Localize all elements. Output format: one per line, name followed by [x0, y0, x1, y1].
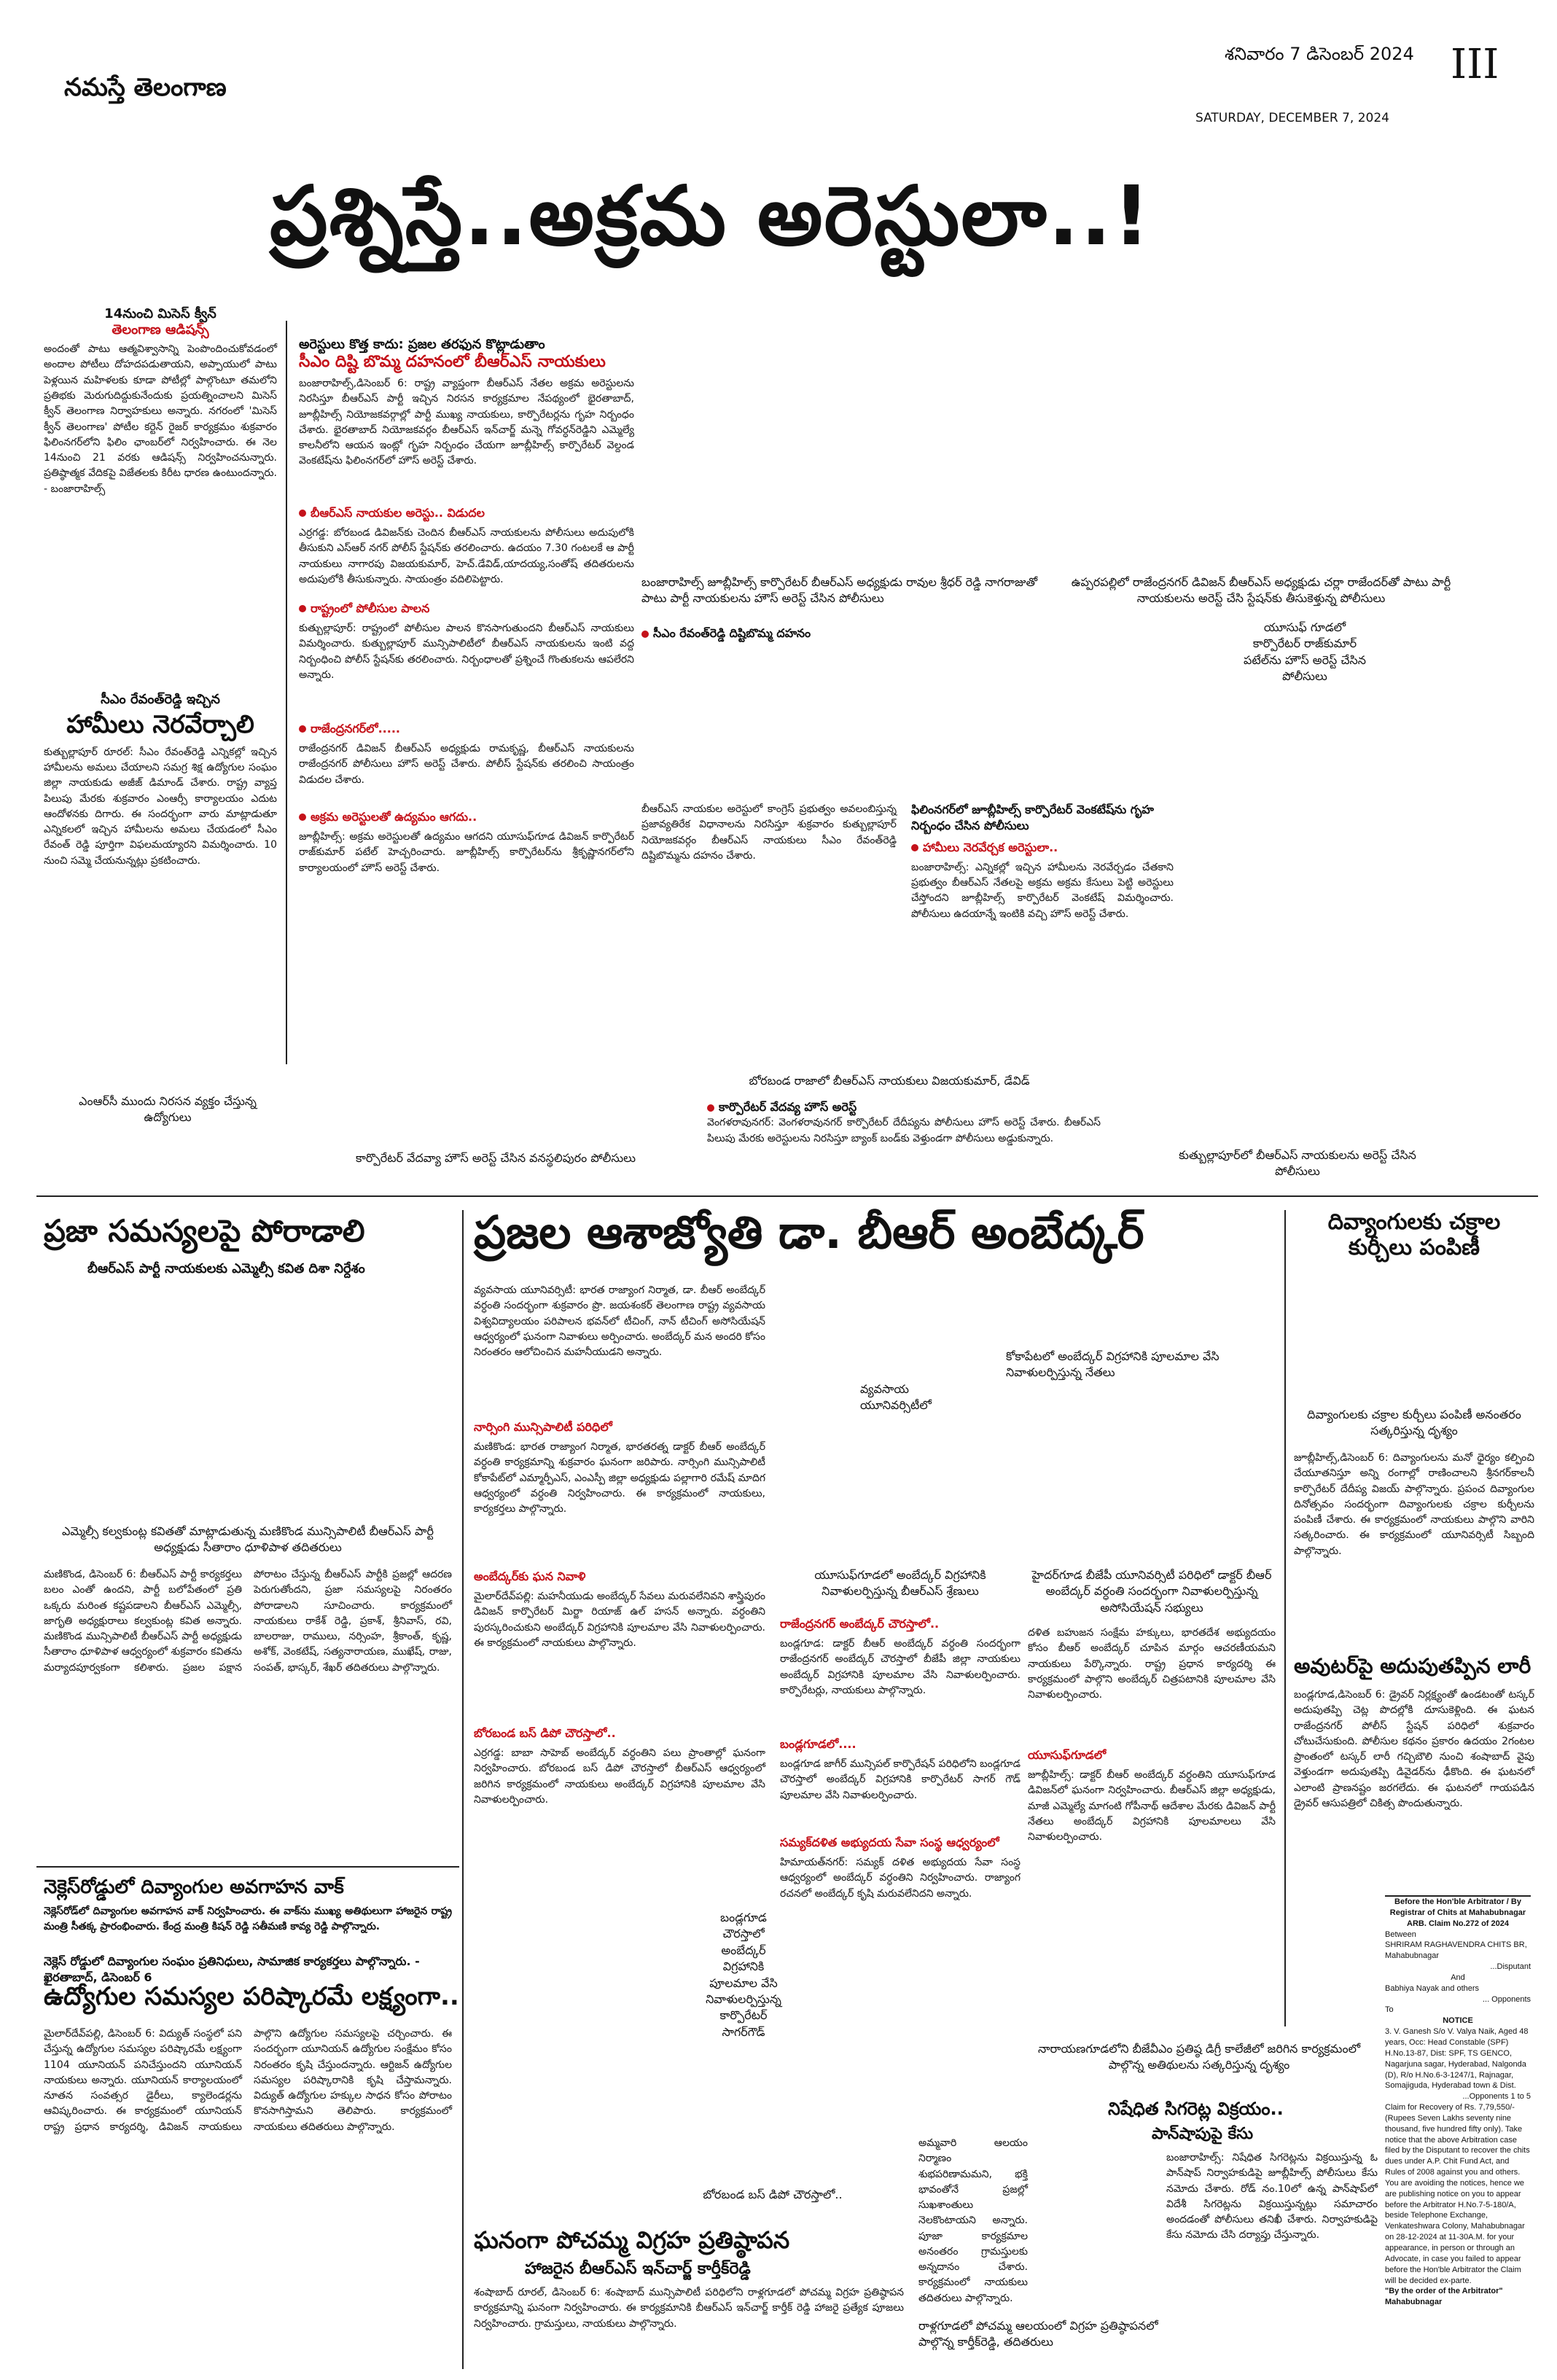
masthead-paper-name: నమస్తే తెలంగాణ	[64, 73, 227, 102]
ambedkar-col2-bullet-2: బండ్లగూడలో....	[780, 1737, 856, 1751]
notice-sign: "By the order of the Arbitrator" Mahabubnagar	[1385, 2287, 1503, 2307]
wheelchairs-caption: దివ్యాంగులకు చక్రాల కుర్చీలు పంపిణీ అనంతరం సత్కరిస్తున్న దృశ్యం	[1307, 1408, 1521, 1438]
ambedkar-col2-body-3: హిమాయత్‌నగర్: సమ్యక్ దళిత అభ్యుదయ సేవా సంస్థ ఆధ్వర్యంలో అంబేద్కర్ వర్ధంతిని నిర్వహించారు. రాజ్యాంగ రచనలో అంబేద్కర్ కృషి మరువలేనిదని అన్నారు.	[780, 1857, 1021, 1900]
caption-2: ఉప్పరపల్లిలో రాజేంద్రనగర్ డివిజన్ బీఆర్ఎస్ అధ్యక్షుడు చర్లా రాజేందర్‌తో పాటు పార్టీ నాయకులను అరెస్ట్ చేసి స్టేషన్‌కు తీసుకెళ్తున్న పోలీసులు	[1071, 575, 1451, 606]
notice-party1: SHRIRAM RAGHAVENDRA CHITS BR, Mahabubnagar	[1385, 1940, 1527, 1961]
lorry-body: బండ్లగూడ,డిసెంబర్ 6: డ్రైవర్ నిర్లక్ష్యంతో ఉండటంతో టస్కర్ అదుపుతప్పి చెట్ల పొదల్లోకి దూసుకెళ్లింది. ఈ ఘటన రాజేంద్రనగర్ పోలీస్ స్టేషన్ పరిధిలో శుక్రవారం చోటుచేసుకుంది. పోలీసుల కథనం ప్రకారం ఉదయం 2గంటల ప్రాంతంలో టస్కర్ లారీ గచ్చిబౌలి నుంచి శంషాబాద్ వైపు వెళ్తుండగా అదుపుతప్పి డివైడర్‌ను ఢీకొంది. ఈ ఘటనలో ఎలాంటి ప్రాణనష్టం జరగలేదు. ఈ ఘటనలో గాయపడిన డ్రైవర్ ఆసుపత్రిలో చికిత్స పొందుతున్నారు.	[1294, 1689, 1534, 1809]
ambedkar-col2-body-2: బండ్లగూడ జాగీర్ మున్సిపల్ కార్పొరేషన్ పరిధిలోని బండ్లగూడ చౌరస్తాలో అంబేద్కర్ విగ్రహానికి కార్పొరేటర్ సాగర్ గౌడ్ పూలమాల వేసి నివాళులర్పించారు.	[780, 1758, 1021, 1801]
pochamma-headline: ఘనంగా పోచమ్మ విగ్రహ ప్రతిష్ఠాపన	[474, 2226, 790, 2254]
ambedkar-bullet-3: బోరబండ బస్ డిపో చౌరస్తాలో..	[474, 1726, 616, 1740]
notice-claim: ARB. Claim No.272 of 2024	[1407, 1919, 1509, 1928]
walk-body: నెక్లెస్‌రోడ్‌లో దివ్యాంగుల అవగాహన వాక్ నిర్వహించారు. ఈ వాక్‌ను ముఖ్య అతిథులుగా హాజరైన రాష్ట్ర మంత్రి సీతక్క ప్రారంభించారు. కేంద్ర మంత్రి కిషన్ రెడ్డి సతీమణి కావ్య రెడ్డి పాల్గొన్నారు.	[44, 1905, 452, 1933]
page-number: III	[1451, 41, 1499, 88]
bullet-icon	[707, 1104, 714, 1112]
kavitha-caption: ఎమ్మెల్సీ కల్వకుంట్ల కవితతో మాట్లాడుతున్న మణికొండ మున్సిపాలిటీ బీఆర్ఎస్ పార్టీ అధ్యక్షుడు సీతారాం ధూళిపాళ తదితరులు	[61, 1524, 434, 1555]
ambedkar-bullet-2: అంబేద్కర్‌కు ఘన నివాళి	[474, 1569, 586, 1583]
main-kicker: అరెస్టులు కొత్త కాదు: ప్రజల తరఫున కొట్లాడుతాం	[299, 337, 545, 352]
caution-subhead: పాన్‌షాపుపై కేసు	[1152, 2125, 1254, 2143]
employee-headline: ఉద్యోగుల సమస్యల పరిష్కారమే లక్ష్యంగా..	[44, 1982, 459, 2011]
notice-opp-line: ...Opponents 1 to 5	[1462, 2092, 1531, 2102]
notice-body: 3. V. Ganesh S/o V. Valya Naik, Aged 48 years, Occ: Head Constable (SPF) H.No.13-87, Dist: SPF, TS GENCO, Nagarjuna sagar, Hyderabad, Nalgonda (D), R/o H.No.6-3-1247/1, Rajnagar, Somajiguda, Hyderabad town & Dist.	[1385, 2027, 1529, 2091]
caption-10-head: కార్పొరేటర్ వేదవ్య హౌస్ అరెస్ట్	[707, 1099, 1101, 1115]
section-divider	[36, 1866, 459, 1868]
caption-10-block	[707, 1099, 1101, 1187]
caption-6-block	[911, 802, 1174, 1021]
notice-party1-role: ...Disputant	[1490, 1962, 1531, 1972]
main-bullet-1: బీఆర్ఎస్ నాయకుల అరెస్టు.. విడుదల	[299, 506, 634, 523]
main-body-2: ఎర్రగడ్డ: బోరబండ డివిజన్‌కు చెందిన బీఆర్ఎస్ నాయకులను పోలీసులు అదుపులోకి తీసుకుని ఎస్ఆర్ నగర్ పోలీస్ స్టేషన్‌కు తరలించారు. ఉదయం 7.30 గంటలకే ఆ పార్టీ నాయకులు నాగారపు విజయకుమార్, హెచ్.డేవిడ్,యాదయ్య,సంతోష్ తదితరులను అదుపులోకి తీసుకున్నారు. సాయంత్రం వదిలిపెట్టారు.	[299, 526, 634, 585]
bullet-icon	[299, 510, 306, 517]
bullet-icon	[299, 605, 306, 612]
caption-4: యూసుఫ్ గూడలో కార్పొరేటర్ రాజ్‌కుమార్ పటేల్‌ను హౌస్ అరెస్ట్ చేసిన పోలీసులు	[1244, 620, 1366, 684]
ambedkar-body: వ్యవసాయ యూనివర్సిటీ: భారత రాజ్యాంగ నిర్మాత, డా. బీఆర్ అంబేద్కర్ వర్ధంతి సందర్భంగా శుక్రవారం ప్రొ. జయశంకర్ తెలంగాణ రాష్ట్ర వ్యవసాయ విశ్వవిద్యాలయం పరిపాలన భవన్‌లో టీచింగ్, నాన్ టీచింగ్ అసోసియేషన్ ఆధ్వర్యంలో ఘనంగా నివాళులు అర్పించారు. అంబేద్కర్ మన అందరి కోసం నిరంతరం ఆలోచించిన మహనీయుడని అన్నారు.	[474, 1284, 765, 1359]
main-subhead: సీఎం దిష్టి బొమ్మ దహనంలో బీఆర్ఎస్ నాయకులు	[299, 352, 606, 371]
pochamma-body: శంషాబాద్ రూరల్, డిసెంబర్ 6: శంషాబాద్ మున్సిపాలిటీ పరిధిలోని రాళ్లగూడలో పోచమ్మ విగ్రహ ప్రతిష్ఠాపన కార్యక్రమాన్ని ఘనంగా నిర్వహించారు. ఈ కార్యక్రమానికి బీఆర్ఎస్ ఇన్‌చార్జ్ కార్తీక్ రెడ్డి హాజరై ప్రత్యేక పూజలు నిర్వహించారు. గ్రామస్తులు, నాయకులు పాల్గొన్నారు.	[474, 2287, 904, 2330]
wheelchairs-photo	[1294, 1283, 1534, 1400]
ambedkar-body-2: మణికొండ: భారత రాజ్యాంగ నిర్మాత, భారతరత్న డాక్టర్ బీఆర్ అంబేద్కర్ వర్ధంతి కార్యక్రమాన్ని శుక్రవారం ఘనంగా జరిపారు. నార్సింగి మున్సిపాలిటీ కోకాపేట్‌లో ఎమ్మార్పీఎస్, ఎంఎస్పీ జిల్లా అధ్యక్షుడు పల్లాగారి రమేష్ మాదిగ ఆధ్వర్యంలో వర్ధంతి నిర్వహించారు. ఈ కార్యక్రమంలో నాయకులు, కార్యకర్తలు పాల్గొన్నారు.	[474, 1441, 765, 1515]
bullet-icon	[641, 631, 649, 638]
pochamma-photo	[1035, 2114, 1152, 2303]
kavitha-photo	[44, 1287, 452, 1520]
notice-to: To	[1385, 2005, 1394, 2015]
main-body-5: జూబ్లీహిల్స్: అక్రమ అరెస్టులతో ఉద్యమం ఆగదని యూసుఫ్‌గూడ డివిజన్ కార్పొరేటర్ రాజ్‌కుమార్ పటేల్ హెచ్చరించారు. జూబ్లీహిల్స్ కార్పొరేటర్‌ను శ్రీకృష్ణానగర్‌లోని కార్యాలయంలో హౌస్ అరెస్ట్ చేశారు.	[299, 830, 634, 874]
wheelchairs-headline: దివ్యాంగులకు చక్రాల కుర్చీలు పంపిణీ	[1327, 1209, 1501, 1260]
left-headline2-kicker: సీఎం రేవంత్‌రెడ్డి ఇచ్చిన	[101, 692, 220, 708]
notice-party2: Babhiya Nayak and others	[1385, 1983, 1480, 1993]
kavitha-body: మణికొండ, డిసెంబర్ 6: బీఆర్ఎస్ పార్టీ కార్యకర్తలు బలం ఎంతో ఉందని, పార్టీ బలోపేతంలో ప్రతి ఒక్కరు మరింత కష్టపడాలని బీఆర్ఎస్ ఎమ్మెల్సీ, జాగృతి అధ్యక్షురాలు కల్వకుంట్ల కవిత అన్నారు. మణికొండ మున్సిపాలిటీ బీఆర్ఎస్ పార్టీ అధ్యక్షుడు సీతారాం ధూళిపాళ ఆధ్వర్యంలో శుక్రవారం కవితను మర్యాదపూర్వకంగా కలిశారు. ప్రజల పక్షాన పోరాటం చేస్తున్న బీఆర్ఎస్ పార్టీకి ప్రజల్లో ఆదరణ పెరుగుతోందని, ప్రజా సమస్యలపై నిరంతరం పోరాడాలని సూచించారు. కార్యక్రమంలో నాయకులు రాకేశ్ రెడ్డి, ప్రకాశ్, శ్రీనివాస్, రవి, బాలరాజు, రాములు, నర్సింహ, శ్రీకాంత్, కృష్ణ, అశోక్, వెంకటేష్, సత్యనారాయణ, ముఖేష్, రాజు, సంపత్, భాస్కర్, శేఖర్ తదితరులు పాల్గొన్నారు.	[44, 1569, 452, 1674]
ambedkar-bullet-1: నార్సింగి మున్సిపాలిటీ పరిధిలో	[474, 1420, 612, 1434]
walk-headline: నెక్లెస్‌రోడ్డులో దివ్యాంగుల అవగాహన వాక్	[44, 1876, 344, 1898]
caption-9: కార్పొరేటర్ వేదవ్యా హౌస్ అరెస్ట్ చేసిన వనస్థలిపురం పోలీసులు	[355, 1151, 636, 1165]
left-kicker: 14నుంచి మిసెస్ క్వీన్	[104, 306, 216, 321]
caption-3: సీఎం రేవంత్‌రెడ్డి దిష్టిబొమ్మ దహనం	[641, 625, 1050, 646]
left-body2: కుత్బుల్లాపూర్ రూరల్: సీఎం రేవంత్‌రెడ్డి ఎన్నికల్లో ఇచ్చిన హామీలను అమలు చేయాలని సమగ్ర శిక్ష ఉద్యోగుల సంఘం జిల్లా నాయకుడు అజీజ్ డిమాండ్ చేశారు. రాష్ట్ర వ్యాప్త పిలుపు మేరకు శుక్రవారం ఎంఆర్సీ కార్యాలయం ఎదుట ఆందోళనకు దిగారు. ఈ సందర్భంగా వారు మాట్లాడుతూ ఎన్నికలలో ఇచ్చిన హామీలను అమలు చేయడంలో సీఎం రేవంత్ రెడ్డి పూర్తిగా విఫలమయ్యారని విమర్శించారు. 10 నుంచి సమ్మె చేయనున్నట్లు ప్రకటించారు.	[44, 746, 277, 867]
notice-and: And	[1451, 1973, 1465, 1982]
kavitha-subhead: బీఆర్ఎస్ పార్టీ నాయకులకు ఎమ్మెల్సీ కవిత దిశా నిర్దేశం	[87, 1261, 365, 1276]
caution-body: బంజారాహిల్స్: నిషేధిత సిగరెట్లను విక్రయిస్తున్న ఓ పాన్‌షాప్ నిర్వాహకుడిపై జూబ్లీహిల్స్ పోలీసులు కేసు నమోదు చేశారు. రోడ్ నం.10లో ఉన్న పాన్‌షాప్‌లో విదేశీ సిగరెట్లను విక్రయిస్తున్నట్లు సమాచారం అందడంతో పోలీసులు తనిఖీ చేశారు. నిర్వాహకుడిపై కేసు నమోదు చేసి దర్యాప్తు చేస్తున్నారు.	[1166, 2152, 1378, 2242]
date-telugu: శనివారం 7 డిసెంబర్ 2024	[1225, 44, 1414, 64]
bullet-icon	[911, 844, 918, 851]
kavitha-headline: ప్రజా సమస్యలపై పోరాడాలి	[44, 1213, 365, 1249]
ambedkar-col2-caption: యూసుఫ్‌గూడలో అంబేద్కర్ విగ్రహానికి నివాళులర్పిస్తున్న బీఆర్ఎస్ శ్రేణులు	[814, 1568, 986, 1599]
lorry-headline: అవుటర్‌పై అదుపుతప్పిన లారీ	[1294, 1654, 1531, 1678]
left-body: అందంతో పాటు ఆత్మవిశ్వాసాన్ని పెంపొందించుకోవడంలో అందాల పోటీలు దోహదపడుతాయని, అప్పాయులో పాటు పెళ్లయిన మహిళలకు కూడా పోటీల్లో పాల్గొంటూ తమలోని ప్రతిభకు మెరుగుదిద్దుకునేందుకు ప్రయత్నించాలని మిసెస్ క్వీన్ తెలంగాణ నిర్వాహకులు అన్నారు. నగరంలో 'మిసెస్ క్వీన్ తెలంగాణ' పోటీల కర్టెన్ రైజర్ కార్యక్రమం శుక్రవారం ఫిలింనగర్‌లోని ఫిలిం ఛాంబర్‌లో నిర్వహించారు. ఈ నెల 14నుంచి 21 వరకు ఆడిషన్స్ నిర్వహించనున్నారు. ప్రతిష్ఠాత్మక వేదికపై విజేతలకు కిరీట ధారణ ఉంటుందన్నారు. - బంజారాహిల్స్	[44, 343, 277, 495]
notice-header: Before the Hon'ble Arbitrator / By Registrar of Chits at Mahabubnagar	[1389, 1897, 1526, 1917]
ambedkar-body-4: ఎర్రగడ్డ: బాబా సాహెబ్ అంబేద్కర్ వర్ధంతిని పలు ప్రాంతాల్లో ఘనంగా నిర్వహించారు. బోరబండ బస్ డిపో చౌరస్తాలో బీఆర్ఎస్ ఆధ్వర్యంలో జరిగిన కార్యక్రమంలో నాయకులు అంబేద్కర్ విగ్రహానికి పూలమాల వేసి నివాళులర్పించారు.	[474, 1747, 765, 1806]
ambedkar-body-3: మైలార్‌దేవ్‌పల్లి: మహనీయుడు అంబేద్కర్ సేవలు మరువలేనివని శాస్త్రిపురం డివిజన్ కార్పొరేటర్ మిర్జా రియాజ్ ఉల్ హసన్ అన్నారు. వర్ధంతిని పురస్కరించుకుని అంబేద్కర్ విగ్రహానికి పూలమాల వేసి నివాళులర్పించారు. ఈ కార్యక్రమంలో నాయకులు పాల్గొన్నారు.	[474, 1591, 765, 1649]
pochamma-caption: బోరబండ బస్ డిపో చౌరస్తాలో..	[703, 2188, 843, 2201]
pochamma-side-caption: రాళ్లగూడలో పోచమ్మ ఆలయంలో విగ్రహ ప్రతిష్ఠాపనలో పాల్గొన్న కార్తీక్‌రెడ్డి, తదితరులు	[918, 2319, 1158, 2349]
left-column	[44, 306, 277, 1064]
divider	[462, 1210, 464, 2369]
caption-10: వెంగళరావునగర్: వెంగళరావునగర్ కార్పొరేటర్ దేదీప్యను పోలీసులు హౌస్ అరెస్ట్ చేశారు. బీఆర్ఎస్ పిలుపు మేరకు అరెస్టులను నిరసిస్తూ బ్యాంక్ బండ్‌కు వెళ్తుండగా పోలీసులు అడ్డుకున్నారు.	[707, 1117, 1101, 1144]
bullet-icon	[299, 814, 306, 821]
caption-6: ఫిలింనగర్‌లో జూబ్లీహిల్స్ కార్పొరేటర్ వెంకటేష్‌ను గృహ నిర్బంధం చేసిన పోలీసులు	[911, 803, 1154, 833]
photo-top	[641, 335, 1545, 569]
caption-8: ఎంఆర్‌సీ ముందు నిరసన వ్యక్తం చేస్తున్న ఉద్యోగులు	[79, 1094, 257, 1125]
main-body: బంజారాహిల్స్,డిసెంబర్ 6: రాష్ట్ర వ్యాప్తంగా బీఆర్ఎస్ నేతల అక్రమ అరెస్టులను నిరసిస్తూ బీఆర్ఎస్ పార్టీ ఇచ్చిన నిరసన కార్యక్రమాల నేపథ్యంలో భైరతాబాద్, జూబ్లీహిల్స్ నియోజకవర్గాల్లో పార్టీ ముఖ్య నాయకులు, కార్పొరేటర్లను గృహ నిర్బంధం చేశారు. భైరతాబాద్ నియోజకవర్గం బీఆర్ఎస్ ఇన్‌చార్జ్ మన్నె గోవర్ధన్‌రెడ్డిని ఎమ్మెల్యే కాలనీలోని ఆయన ఇంట్లో గృహ నిర్బంధం చేయగా జూబ్లీహిల్స్ కార్పొరేటర్ వెల్దండ వెంకటేష్‌ను ఫిలింనగర్‌లో హౌస్ అరెస్ట్ చేశారు.	[299, 377, 634, 467]
legal-notice	[1385, 1895, 1531, 2349]
divider	[1284, 1210, 1286, 2026]
main-story-column	[299, 337, 634, 1066]
main-bullet-4: అక్రమ అరెస్టులతో ఉద్యమం ఆగదు..	[299, 810, 634, 827]
caption-6-body: బంజారాహిల్స్: ఎన్నికల్లో ఇచ్చిన హామీలను నెరవేర్చడం చేతకాని ప్రభుత్వం బీఆర్ఎస్ నేతలపై అక్రమ అక్రమ కేసులు పెట్టి అరెస్టులు చేస్తోందని జూబ్లీహిల్స్ కార్పొరేటర్ వెంకటేష్ విమర్శించారు. పోలీసులు ఉదయాన్నే ఇంటికి వచ్చి హౌస్ అరెస్ట్ చేశారు.	[911, 861, 1174, 920]
ambedkar-col3-body-1: దళిత బహుజన సంక్షేమ హక్కులు, భారతదేశ అభ్యుదయం కోసం బీఆర్ అంబేద్కర్ చూపిన మార్గం ఆచరణీయమని నాయకులు పేర్కొన్నారు. రాష్ట్ర ప్రధాన కార్యదర్శి ఈ కార్యక్రమంలో పాల్గొని అంబేద్కర్ చిత్రపటానికి పూలమాల వేసి నివాళులర్పించారు.	[1028, 1627, 1276, 1701]
pochamma-subhead: హాజరైన బీఆర్ఎస్ ఇన్‌చార్జ్ కార్తీక్‌రెడ్డి	[525, 2260, 751, 2278]
caption-6-bullet: హామీలు నెరవేర్చక అరెస్టులా..	[911, 840, 1174, 857]
bullet-icon	[299, 725, 306, 733]
pochamma-side-text: అమ్మవారి ఆలయం నిర్మాణం శుభపరిణామమని, భక్తి భావంతోనే ప్రజల్లో సుఖశాంతులు నెలకొంటాయని అన్నారు. పూజా కార్యక్రమాల అనంతరం గ్రామస్తులకు అన్నదానం చేశారు. కార్యక్రమంలో నాయకులు తదితరులు పాల్గొన్నారు.	[918, 2137, 1028, 2304]
caption-7: బోరబండ రాజాలో బీఆర్ఎస్ నాయకులు విజయకుమార్, డేవిడ్	[749, 1074, 1030, 1088]
ambedkar-col3-caption: హైదర్‌గూడ బీజేపీ యూనివర్సిటీ పరిధిలో డాక్టర్ బీఆర్ అంబేద్కర్ వర్ధంతి సందర్భంగా నివాళులర్పిస్తున్న అసోసియేషన్ సభ్యులు	[1031, 1568, 1272, 1615]
ambedkar-headline: ప్రజల ఆశాజ్యోతి డా. బీఆర్ అంబేద్కర్	[474, 1206, 1144, 1259]
employee-body: మైలార్‌దేవ్‌పల్లి, డిసెంబర్ 6: విద్యుత్ సంస్థలో పని చేస్తున్న ఉద్యోగుల సమస్యల పరిష్కారమే లక్ష్యంగా 1104 యూనియన్ పనిచేస్తుందని యూనియన్ నాయకులు అన్నారు. యూనియన్ కార్యాలయంలో నూతన సంవత్సర డైరీలు, క్యాలెండర్లను ఆవిష్కరించారు. ఈ కార్యక్రమంలో యూనియన్ రాష్ట్ర ప్రధాన కార్యదర్శి, డివిజన్ నాయకులు పాల్గొని ఉద్యోగుల సమస్యలపై చర్చించారు. ఈ సందర్భంగా యూనియన్ ఉద్యోగుల సంక్షేమం కోసం నిరంతరం కృషి చేస్తుందన్నారు. ఆర్టిజన్ ఉద్యోగుల సమస్యల పరిష్కారానికి కృషి చేస్తామన్నారు. విద్యుత్ ఉద్యోగుల హక్కుల సాధన కోసం పోరాటం కొనసాగిస్తామని తెలిపారు. కార్యక్రమంలో నాయకులు తదితరులు పాల్గొన్నారు.	[44, 2028, 452, 2133]
ambedkar-col-2	[780, 1567, 1021, 2034]
notice-party2-role: ... Opponents	[1482, 1994, 1531, 2004]
left-subkicker: తెలంగాణ ఆడిషన్స్	[112, 321, 209, 338]
ambedkar-col-3	[1028, 1567, 1276, 2034]
ambedkar-photo-top	[780, 1283, 1276, 1560]
wheelchairs-body: జూబ్లీహిల్స్,డిసెంబర్ 6: దివ్యాంగులను మనో ధైర్యం కల్పించి చేయూతనిస్తూ అన్ని రంగాల్లో రాణించాలని శ్రీనగర్‌కాలనీ కార్పొరేటర్ దేదీప్య విజయ్ పాల్గొన్నారు. ప్రపంచ దివ్యాంగుల దినోత్సవం సందర్భంగా దివ్యాంగులకు చక్రాల కుర్చీలను పంపిణీ చేశారు. ఈ కార్యక్రమంలో నాయకులు పాల్గొని వారిని సత్కరించారు. ఈ కార్యక్రమంలో యూనివర్సిటీ సిబ్బంది పాల్గొన్నారు.	[1294, 1452, 1534, 1557]
ambedkar-col2-body-1: బండ్లగూడ: డాక్టర్ బీఆర్ అంబేద్కర్ వర్ధంతి సందర్భంగా రాజేంద్రనగర్ అంబేద్కర్ చౌరస్తాలో బీజేపీ జిల్లా నాయకులు అంబేద్కర్ విగ్రహానికి పూలమాల వేసి నివాళులర్పించారు. కార్పొరేటర్లు, నాయకులు పాల్గొన్నారు.	[780, 1638, 1021, 1696]
notice-between: Between	[1385, 1930, 1416, 1939]
ambedkar-col2-bullet-1: రాజేంద్రనగర్ అంబేద్కర్ చౌరస్తాలో..	[780, 1617, 940, 1631]
caption-5: బీఆర్ఎస్ నాయకుల అరెస్టులో కాంగ్రెస్ ప్రభుత్వం అవలంబిస్తున్న ప్రజావ్యతిరేక విధానాలను నిరసిస్తూ శుక్రవారం కుత్బుల్లాపూర్ నియోజకవర్గం బీఆర్ఎస్ నాయకులు సీఎం రేవంత్‌రెడ్డి దిష్టిబొమ్మను దహనం చేశారు.	[641, 803, 897, 862]
main-body-3: కుత్బుల్లాపూర్: రాష్ట్రంలో పోలీసుల పాలన కొనసాగుతుందని బీఆర్ఎస్ నాయకులు విమర్శించారు. కుత్బుల్లాపూర్ మున్సిపాలిటీలో బీఆర్ఎస్ నాయకులను ఇంటి వద్ద నిర్బంధించి పోలీస్ స్టేషన్‌కు తరలించారు. నిర్బంధాలతో ప్రశ్నించే గొంతుకలను ఆపలేరని అన్నారు.	[299, 622, 634, 681]
main-headline: ప్రశ్నిస్తే..అక్రమ అరెస్టులా..!	[270, 169, 1152, 264]
ambedkar-col3-bullet-1: యూసుఫ్‌గూడలో	[1028, 1748, 1107, 1762]
caution-headline: నిషేధిత సిగరెట్ల విక్రయం..	[1108, 2099, 1284, 2119]
section-divider	[36, 1195, 1538, 1197]
ambedkar-col2-bullet-3: సమ్యక్‌దళిత అభ్యుదయ సేవా సంస్థ ఆధ్వర్యంలో	[780, 1835, 999, 1849]
main-body-4: రాజేంద్రనగర్ డివిజన్ బీఆర్ఎస్ అధ్యక్షుడు రామకృష్ణ, బీఆర్ఎస్ నాయకులను రాజేంద్రనగర్ పోలీసులు హౌస్ అరెస్ట్ చేశారు. పోలీస్ స్టేషన్‌కు తరలించి సాయంత్రం విడుదల చేశారు.	[299, 742, 634, 786]
ambedkar-caption-vv: వ్యవసాయ యూనివర్సిటీలో	[860, 1382, 932, 1413]
notice-title: NOTICE	[1443, 2016, 1473, 2026]
main-bullet-3: రాజేంద్రనగర్‌లో.....	[299, 722, 634, 738]
caption-11: కుత్బుల్లాపూర్‌లో బీఆర్ఎస్ నాయకులను అరెస్ట్ చేసిన పోలీసులు	[1179, 1148, 1416, 1179]
divider	[286, 321, 287, 1064]
walk-side-caption: బండ్లగూడ చౌరస్తాలో అంబేద్కర్ విగ్రహానికి పూలమాల వేసి నివాళులర్పిస్తున్న కార్పొరేటర్ సాగర్‌గౌడ్	[706, 1911, 781, 2039]
left-headline2: హామీలు నెరవేర్చాలి	[66, 709, 254, 739]
caption-1: బంజారాహిల్స్ జూబ్లీహిల్స్ కార్పొరేటర్ బీఆర్ఎస్ అధ్యక్షుడు రావుల శ్రీధర్ రెడ్డి నాగరాజుతో పాటు పార్టీ నాయకులను హౌస్ అరెస్ట్ చేసిన పోలీసులు	[641, 575, 1038, 606]
main-bullet-2: రాష్ట్రంలో పోలీసుల పాలన	[299, 601, 634, 618]
caution-caption: నారాయణగూడలోని బీజేవీఎం ప్రతిష్ఠ డిగ్రీ కాలేజీలో జరిగిన కార్యక్రమంలో పాల్గొన్న అతిథులను సత్కరిస్తున్న దృశ్యం	[1037, 2042, 1361, 2072]
ambedkar-caption-top: కోకాపేటలో అంబేద్కర్ విగ్రహానికి పూలమాల వేసి నివాళులర్పిస్తున్న నేతలు	[1006, 1349, 1220, 1380]
ambedkar-col3-body-2: జూబ్లీహిల్స్: డాక్టర్ బీఆర్ అంబేద్కర్ వర్ధంతిని యూసుఫ్‌గూడ డివిజన్‌లో ఘనంగా నిర్వహించారు. బీఆర్ఎస్ జిల్లా అధ్యక్షుడు, మాజీ ఎమ్మెల్యే మాగంటి గోపీనాథ్ ఆదేశాల మేరకు డివిజన్ పార్టీ నేతలు అంబేద్కర్ విగ్రహానికి పూలమాలలు వేసి నివాళులర్పించారు.	[1028, 1769, 1276, 1843]
date-english: SATURDAY, DECEMBER 7, 2024	[1195, 111, 1389, 125]
notice-body-2: Claim for Recovery of Rs. 7,79,550/- (Rupees Seven Lakhs seventy nine thousand, five hundred fifty only). Take notice that the above Arbitration case filed by the Disputant to recover the chits dues under A.P. Chit Fund Act, and Rules of 2008 against you and others. You are avoiding the notices, hence we are publishing notice on you to appear before the Arbitrator H.No.7-5-180/A, beside Telephone Exchange, Venkateshwara Colony, Mahabubnagar on 28-12-2024 at 11-30A.M. for your appearance, in person or through an Advocate, in case you failed to appear before the Hon'ble Arbitrator the Claim will be decided ex-parte.	[1385, 2103, 1530, 2285]
walk-caption: నెక్లెస్ రోడ్డులో దివ్యాంగుల సంఘం ప్రతినిధులు, సామాజిక కార్యకర్తలు పాల్గొన్నారు. - ఖైరతాబాద్, డిసెంబర్ 6	[44, 1954, 420, 1985]
